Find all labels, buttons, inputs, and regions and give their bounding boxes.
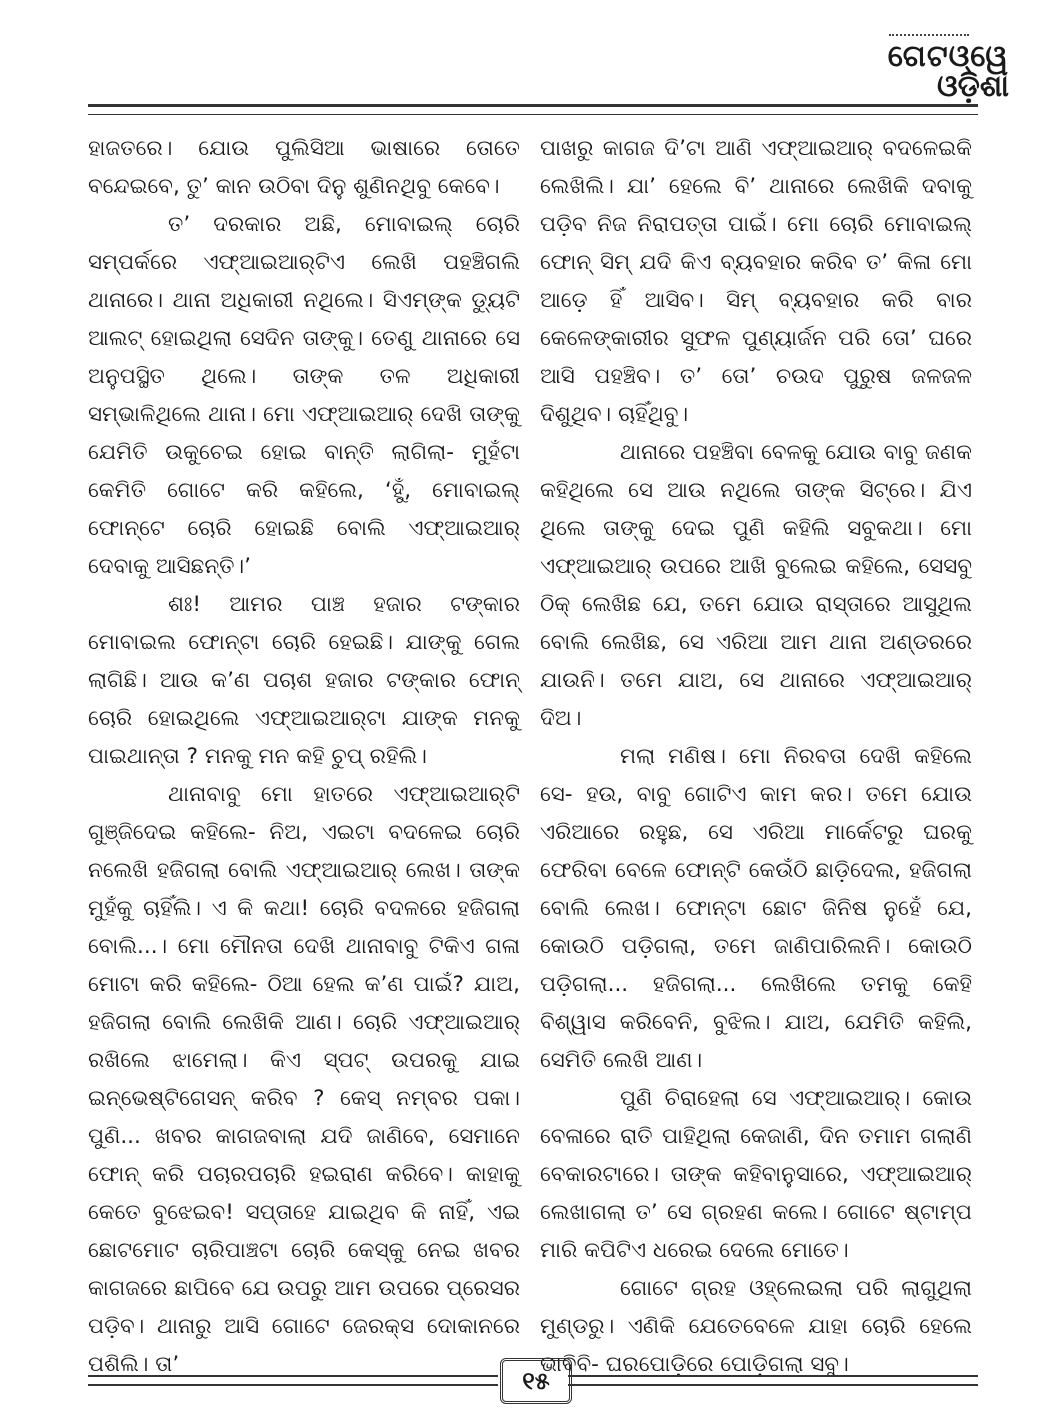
paragraph: ଗୋଟେ ଗ୍ରହ ଓହ୍ଲେଇଲା ପରି ଲାଗୁଥିଲା ମୁଣ୍ଡରୁ। ଏଣିକି ଯେତେବେଳେ ଯାହା ଚୋରି ହେଲେ ଭାବିବି- ଘରପୋଡ଼ିରେ ପୋଡ଼ିଗଲା ସବୁ। [540,1276,972,1377]
right-column [540,130,972,1384]
paragraph: ଥାନାବାବୁ ମୋ ହାତରେ ଏଫ୍‌ଆଇଆର୍‌ଟି ଗୁଞ୍ଜିଦେଇ କହିଲେ- ନିଅ, ଏଇଟା ବଦଳେଇ ଚୋରି ନଲେଖି ହଜିଗଲା ବୋଲି ଏଫ୍‌ଆଇଆର୍ ଲେଖ। ତାଙ୍କ ମୁହଁକୁ ଚାହିଁଲି। ଏ କି କଥା! ଚୋରି ବଦଳରେ ହଜିଗଲା ବୋଲି...। ମୋ ମୌନତା ଦେଖି ଥାନାବାବୁ ଟିକିଏ ଗଳା ମୋଟା କରି କହିଲେ- ଠିଆ ହେଲ କ’ଣ ପାଇଁ? ଯାଅ, ହଜିଗଲା ବୋଲି ଲେଖିକି ଆଣ। ଚୋରି ଏଫ୍‌ଆଇଆର୍ ରଖିଲେ ଝାମେଲା। କିଏ ସ୍ପଟ୍ ଉପରକୁ ଯାଇ ଇନ୍‌ଭେଷ୍ଟିଗେସନ୍ କରିବ ? କେସ୍ ନମ୍ବର ପକା। ପୁଣି... ଖବର କାଗଜବାଲା ଯଦି ଜାଣିବେ, ସେମାନେ ଫୋନ୍ କରି ପଚାରପଚାରି ହଇରାଣ କରିବେ। କାହାକୁ କେତେ ବୁଝେଇବ! ସପ୍ତାହେ ଯାଇଥିବ କି ନାହିଁ, ଏଇ ଛୋଟମୋଟ ଚାରିପାଞ୍ଚଟା ଚୋରି କେସ୍‌କୁ ନେଇ ଖବର କାଗଜରେ ଛାପିବେ ଯେ ଉପରୁ ଆମ ଉପରେ ପ୍ରେସର ପଡ଼ିବ। ଥାନାରୁ ଆସି ଗୋଟେ ଜେରକ୍ସ ଦୋକାନରେ ପଶିଲି। ତା’ [88,782,520,1377]
paragraph: ପାଖରୁ କାଗଜ ଦି’ଟା ଆଣି ଏଫ୍‌ଆଇଆର୍ ବଦଳେଇକି ଲେଖିଲି। ଯା’ ହେଲେ ବି’ ଥାନାରେ ଲେଖିକି ଦବାକୁ ପଡ଼ିବ ନିଜ ନିରାପତ୍ତା ପାଇଁ। ମୋ ଚୋରି ମୋବାଇଲ୍ ଫୋନ୍ ସିମ୍ ଯଦି କିଏ ବ୍ୟବହାର କରିବ ତ’ କିଳା ମୋ ଆଡ଼େ ହିଁ ଆସିବ। ସିମ୍ ବ୍ୟବହାର କରି ବାର କେଳେଙ୍କାରୀର ସୁଫଳ ପୁଣ୍ୟାର୍ଜନ ପରି ତୋ’ ଘରେ ଆସି ପହଞ୍ଚିବ। ତ’ ତୋ’ ଚଉଦ ପୁରୁଷ ଜଳଜଳ ଦିଶୁଥିବ। ଚାହିଁଥିବୁ। [540,136,972,427]
logo-line-2: ଓଡ଼ିଶା [936,69,1009,104]
left-column [88,130,520,1384]
paragraph: ମଲା ମଣିଷ। ମୋ ନିରବତା ଦେଖି କହିଲେ ସେ- ହଉ, ବାବୁ ଗୋଟିଏ କାମ କର। ତମେ ଯୋଉ ଏରିଆରେ ରହୁଛ, ସେ ଏରିଆ ମାର୍କେଟରୁ ଘରକୁ ଫେରିବା ବେଳେ ଫୋନ୍‌ଟି କେଉଁଠି ଛାଡ଼ିଦେଲ, ହଜିଗଲା ବୋଲି ଲେଖ। ଫୋନ୍‌ଟା ଛୋଟ ଜିନିଷ ନୁହେଁ ଯେ, କୋଉଠି ପଡ଼ିଗଲା, ତମେ ଜାଣିପାରିଲନି। କୋଉଠି ପଡ଼ିଗଲା... ହଜିଗଲା... ଲେଖିଲେ ତମକୁ କେହି ବିଶ୍ୱାସ କରିବେନି, ବୁଝିଲ। ଯାଅ, ଯେମିତି କହିଲି, ସେମିତି ଲେଖି ଆଣ। [540,744,972,1073]
paragraph: ଥାନାରେ ପହଞ୍ଚିବା ବେଳକୁ ଯୋଉ ବାବୁ ଜଣକ କହିଥିଲେ ସେ ଆଉ ନଥିଲେ ତାଙ୍କ ସିଟ୍‌ରେ। ଯିଏ ଥିଲେ ତାଙ୍କୁ ଦେଇ ପୁଣି କହିଲି ସବୁକଥା। ମୋ ଏଫ୍‌ଆଇଆର୍ ଉପରେ ଆଖି ବୁଲେଇ କହିଲେ, ସେସବୁ ଠିକ୍ ଲେଖିଛ ଯେ, ତମେ ଯୋଉ ରାସ୍ତାରେ ଆସୁଥିଲ ବୋଲି ଲେଖିଛ, ସେ ଏରିଆ ଆମ ଥାନା ଅଣ୍ଡରରେ ଯାଉନି। ତମେ ଯାଅ, ସେ ଥାନାରେ ଏଫ୍‌ଆଇଆର୍ ଦିଅ। [540,440,972,731]
paragraph: ହାଜତରେ। ଯୋଉ ପୁଲିସିଆ ଭାଷାରେ ତୋତେ ବନ୍ଦେଇବେ, ତୁ’ କାନ ଉଠିବା ଦିନୁ ଶୁଣିନଥିବୁ କେବେ। [88,136,520,199]
footer-rule-left [88,1375,498,1386]
paragraph: ତ’ ଦରକାର ଅଛି, ମୋବାଇଲ୍ ଚୋରି ସମ୍ପର୍କରେ ଏଫ୍‌ଆଇଆର୍‌ଟିଏ ଲେଖି ପହଞ୍ଚିଗଲି ଥାନାରେ। ଥାନା ଅଧିକାରୀ ନଥିଲେ। ସିଏମ୍‌ଙ୍କ ଡ୍ୟୁଟି ଆଲଟ୍ ହୋଇଥିଲା ସେଦିନ ତାଙ୍କୁ। ତେଣୁ ଥାନାରେ ସେ ଅନୁପସ୍ଥିତ ଥିଲେ। ତାଙ୍କ ତଳ ଅଧିକାରୀ ସମ୍ଭାଳିଥିଲେ ଥାନା। ମୋ ଏଫ୍‌ଆଇଆର୍ ଦେଖି ତାଙ୍କୁ ଯେମିତି ଉକୁଚେଇ ହୋଇ ବାନ୍ତି ଲାଗିଲା- ମୁହଁଟା କେମିତି ଗୋଟେ କରି କହିଲେ, ‘ହୁଁ, ମୋବାଇଲ୍ ଫୋନ୍‌ଟେ ଚୋରି ହୋଇଛି ବୋଲି ଏଫ୍‌ଆଇଆର୍ ଦେବାକୁ ଆସିଛନ୍ତି।’ [88,212,520,579]
page-number: ୧୫ [500,1358,572,1404]
logo-dots [889,34,969,40]
paragraph: ଶଃ! ଆମର ପାଞ୍ଚ ହଜାର ଟଙ୍କାର ମୋବାଇଲ ଫୋନ୍‌ଟା ଚୋରି ହେଇଛି। ଯାଙ୍କୁ ଗେଲ ଲାଗିଛି। ଆଉ କ’ଣ ପଚାଶ ହଜାର ଟଙ୍କାର ଫୋନ୍ ଚୋରି ହୋଇଥିଲେ ଏଫ୍‌ଆଇଆର୍‌ଟା ଯାଙ୍କ ମନକୁ ପାଇଥାନ୍ତା ? ମନକୁ ମନ କହି ଚୁପ୍ ରହିଲି। [88,592,520,769]
magazine-logo [887,39,1009,104]
logo-line-1: ଗେଟଓ୍ୱେ [887,39,1009,74]
footer-rule-right [568,1375,978,1386]
header-rule [88,104,978,115]
paragraph: ପୁଣି ଚିରାହେଲା ସେ ଏଫ୍‌ଆଇଆର୍। କୋଉ ବେଳାରେ ରାତି ପାହିଥିଲା କେଜାଣି, ଦିନ ତମାମ ଗଲାଣି ବେକାରଟାରେ। ତାଙ୍କ କହିବାନୁସାରେ, ଏଫ୍‌ଆଇଆର୍ ଲେଖାଗଲା ତ’ ସେ ଗ୍ରହଣ କଲେ। ଗୋଟେ ଷ୍ଟାମ୍ପ ମାରି କପିଟିଏ ଧରେଇ ଦେଲେ ମୋତେ। [540,1086,972,1263]
